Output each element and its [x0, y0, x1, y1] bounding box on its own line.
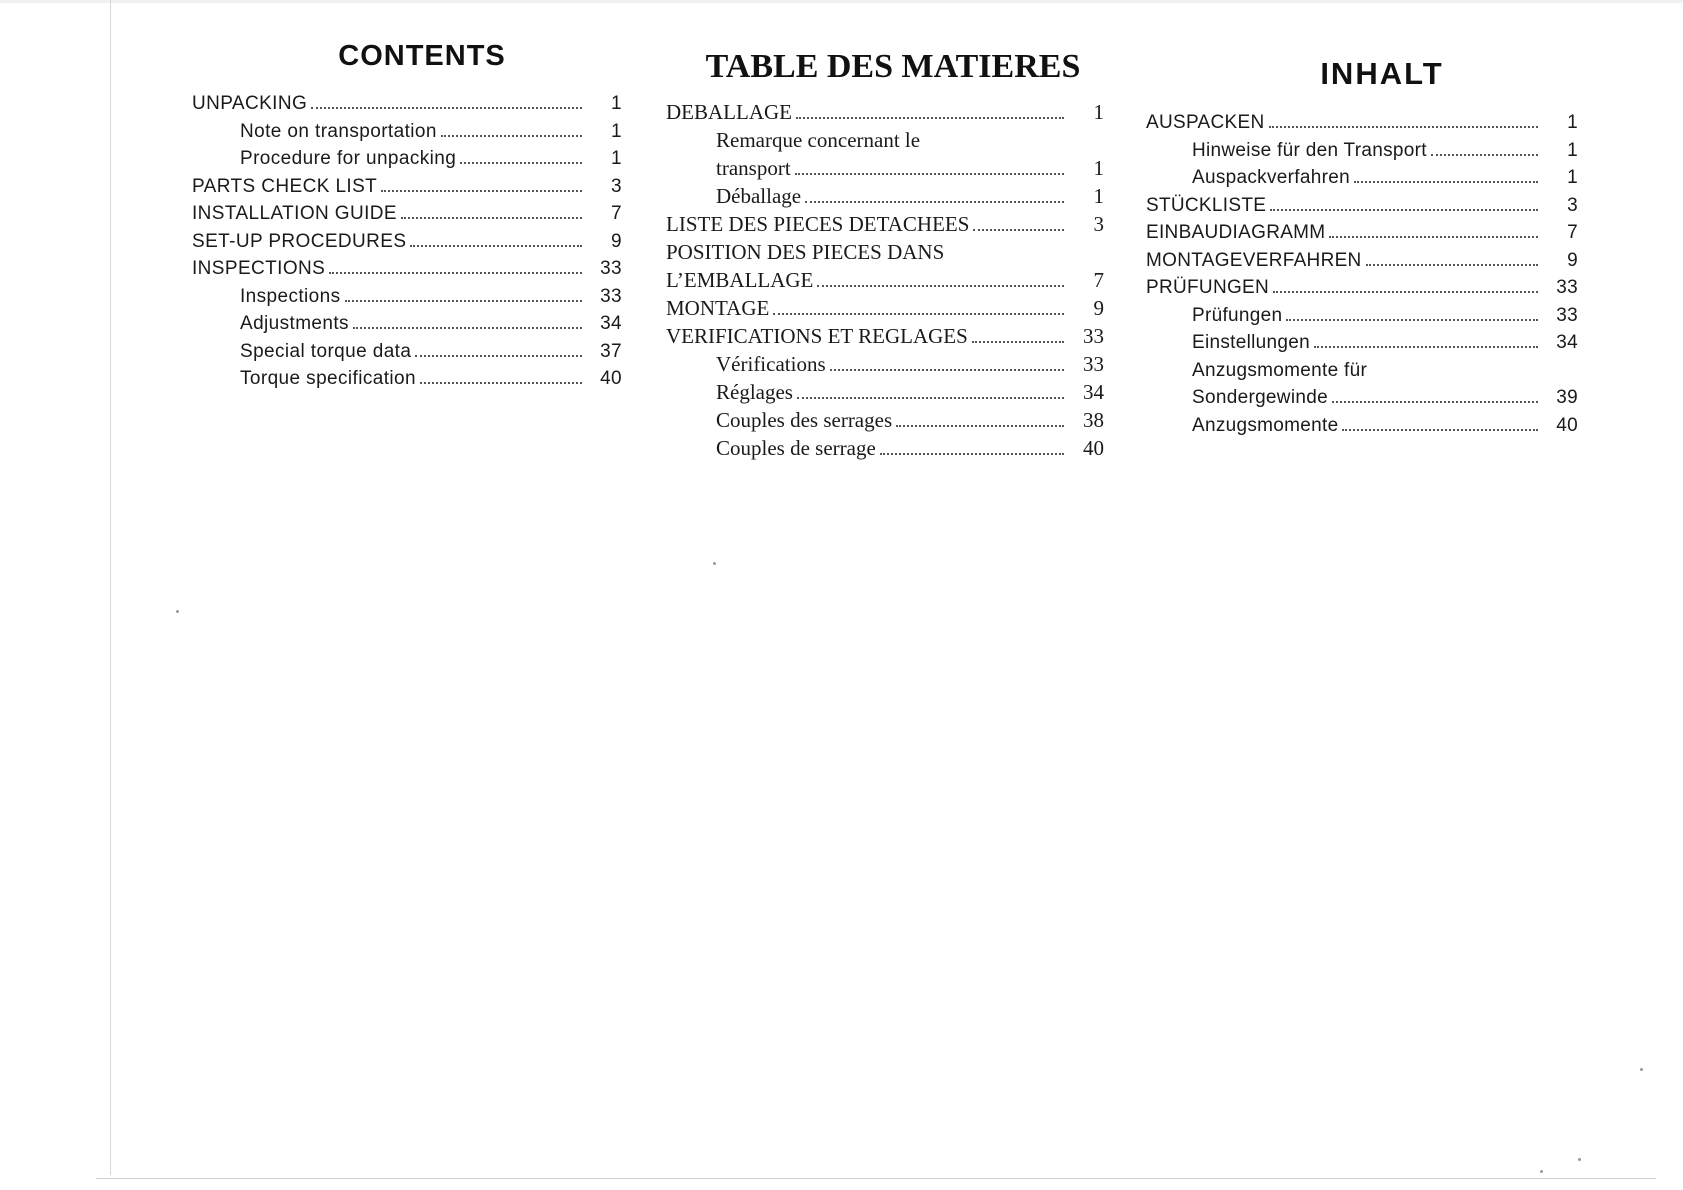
- dot-leader: [1354, 181, 1538, 183]
- toc-entry-label: Auspackverfahren: [1192, 167, 1350, 188]
- toc-entry: [1146, 250, 1578, 278]
- page-top-edge: [0, 0, 1683, 3]
- toc-entry: [192, 258, 622, 286]
- toc-page-number: 7: [611, 203, 622, 224]
- toc-page-number: 40: [1556, 414, 1578, 436]
- toc-entry: [192, 121, 622, 149]
- toc-page-number: 9: [611, 230, 622, 252]
- toc-page-number: 3: [611, 175, 622, 197]
- toc-entry: [192, 176, 622, 204]
- toc-entry-label: MONTAGE: [666, 296, 770, 320]
- toc-entry-label: Remarque concernant le: [716, 128, 921, 152]
- toc-page-number: 7: [1093, 268, 1104, 292]
- toc-entry-label: PARTS CHECK LIST: [192, 175, 378, 197]
- dot-leader: [410, 245, 582, 247]
- dot-leader: [1286, 319, 1538, 321]
- scan-speck: [176, 610, 179, 613]
- toc-entry-label: SET-UP PROCEDURES: [192, 230, 407, 252]
- toc-entry: [666, 240, 1104, 268]
- toc-entry: [666, 156, 1104, 184]
- toc-page-number: 1: [1567, 167, 1578, 188]
- toc-entry: [666, 352, 1104, 380]
- toc-page-number: 33: [600, 285, 622, 307]
- scan-speck: [1640, 1068, 1643, 1071]
- toc-page-number: 33: [1556, 277, 1578, 298]
- toc-entry-label: Réglages: [716, 380, 793, 404]
- toc-entry: [192, 341, 622, 369]
- toc-list-french: [666, 100, 1104, 464]
- toc-entry: [1146, 277, 1578, 305]
- dot-leader: [1270, 209, 1538, 211]
- toc-page-number: 33: [1083, 324, 1104, 348]
- toc-entry: [1146, 140, 1578, 168]
- toc-page-number: 1: [611, 148, 622, 169]
- toc-page-number: 1: [611, 93, 622, 114]
- toc-entry-label: EINBAUDIAGRAMM: [1146, 222, 1326, 243]
- dot-leader: [381, 190, 582, 192]
- toc-entry: [666, 268, 1104, 296]
- toc-entry-label: PRÜFUNGEN: [1146, 277, 1270, 298]
- toc-entry: [192, 286, 622, 314]
- toc-entry-label: Einstellungen: [1192, 332, 1310, 353]
- toc-entry: [1146, 305, 1578, 333]
- contents-heading: CONTENTS: [338, 40, 506, 72]
- toc-entry-label: AUSPACKEN: [1146, 112, 1265, 133]
- toc-entry-label: Couples de serrage: [716, 436, 876, 460]
- toc-entry-label: INSPECTIONS: [192, 258, 326, 279]
- toc-entry: [192, 93, 622, 121]
- toc-entry: [1146, 222, 1578, 250]
- page-bottom-edge: [96, 1178, 1656, 1179]
- toc-entry-label: Anzugsmomente: [1192, 414, 1339, 436]
- toc-page-number: 34: [1556, 332, 1578, 353]
- toc-page-number: 9: [1567, 249, 1578, 271]
- scan-speck: [1540, 1170, 1543, 1173]
- toc-entry-label: Special torque data: [240, 340, 412, 362]
- dot-leader: [973, 229, 1064, 231]
- toc-page-number: 33: [1083, 352, 1104, 376]
- toc-entry-label: Hinweise für den Transport: [1192, 139, 1427, 161]
- toc-page-number: 1: [1093, 184, 1104, 208]
- toc-entry-label: L’EMBALLAGE: [666, 268, 814, 292]
- toc-entry-label: Couples des serrages: [716, 408, 893, 432]
- dot-leader: [420, 382, 582, 384]
- toc-page-number: 34: [1083, 380, 1104, 404]
- dot-leader: [830, 369, 1064, 371]
- toc-page-number: 37: [600, 340, 622, 362]
- dot-leader: [1431, 154, 1538, 156]
- toc-entry-label: transport: [716, 156, 791, 180]
- toc-entry: [192, 148, 622, 176]
- dot-leader: [1342, 429, 1538, 431]
- toc-page-number: 38: [1083, 408, 1104, 432]
- dot-leader: [797, 397, 1064, 399]
- dot-leader: [817, 285, 1064, 287]
- dot-leader: [773, 313, 1064, 315]
- toc-entry: [666, 212, 1104, 240]
- dot-leader: [795, 173, 1064, 175]
- toc-page-number: 34: [600, 313, 622, 334]
- dot-leader: [1366, 264, 1538, 266]
- toc-page-number: 33: [600, 258, 622, 279]
- toc-entry: [1146, 415, 1578, 443]
- toc-entry-label: Procedure for unpacking: [240, 148, 457, 169]
- toc-entry-label: VERIFICATIONS ET REGLAGES: [666, 324, 968, 348]
- dot-leader: [896, 425, 1064, 427]
- toc-page-number: 1: [1567, 112, 1578, 133]
- toc-entry: [666, 408, 1104, 436]
- toc-entry-label: Adjustments: [240, 313, 349, 334]
- toc-entry: [1146, 195, 1578, 223]
- toc-entry: [1146, 332, 1578, 360]
- toc-entry: [666, 436, 1104, 464]
- toc-page-number: 39: [1556, 387, 1578, 408]
- toc-page-number: 1: [1093, 100, 1104, 124]
- toc-entry: [192, 368, 622, 396]
- inhalt-heading: INHALT: [1320, 56, 1444, 91]
- toc-entry-label: Inspections: [240, 285, 341, 307]
- toc-page-number: 40: [600, 368, 622, 389]
- contents-column-french: [666, 48, 1104, 464]
- toc-entry: [1146, 167, 1578, 195]
- dot-leader: [1273, 291, 1538, 293]
- dot-leader: [345, 300, 582, 302]
- toc-entry-label: Déballage: [716, 184, 802, 208]
- toc-entry: [1146, 112, 1578, 140]
- toc-entry: [666, 380, 1104, 408]
- toc-entry-label: UNPACKING: [192, 93, 308, 114]
- dot-leader: [805, 201, 1064, 203]
- toc-page-number: 7: [1567, 222, 1578, 243]
- page-left-edge: [110, 0, 111, 1175]
- toc-entry: [666, 296, 1104, 324]
- table-des-matieres-heading: TABLE DES MATIERES: [705, 48, 1081, 85]
- toc-entry-label: Prüfungen: [1192, 304, 1283, 326]
- contents-column-english: [192, 40, 622, 396]
- toc-entry-label: Sondergewinde: [1192, 387, 1328, 408]
- toc-entry-label: MONTAGEVERFAHREN: [1146, 249, 1362, 271]
- dot-leader: [880, 453, 1064, 455]
- toc-page-number: 1: [1567, 139, 1578, 161]
- toc-entry-label: Anzugsmomente für: [1192, 359, 1368, 381]
- toc-entry: [1146, 387, 1578, 415]
- toc-page-number: 3: [1093, 212, 1104, 236]
- dot-leader: [1269, 126, 1539, 128]
- dot-leader: [1314, 346, 1538, 348]
- dot-leader: [311, 107, 582, 109]
- dot-leader: [1332, 401, 1538, 403]
- toc-entry-label: LISTE DES PIECES DETACHEES: [666, 212, 970, 236]
- toc-page-number: 9: [1093, 296, 1104, 320]
- toc-entry-label: Torque specification: [240, 368, 416, 389]
- toc-entry: [666, 324, 1104, 352]
- toc-entry-label: DEBALLAGE: [666, 100, 792, 124]
- dot-leader: [460, 162, 582, 164]
- toc-entry-label: STÜCKLISTE: [1146, 194, 1267, 216]
- dot-leader: [329, 272, 582, 274]
- dot-leader: [1329, 236, 1538, 238]
- dot-leader: [401, 217, 582, 219]
- toc-entry-label: POSITION DES PIECES DANS: [666, 240, 945, 264]
- toc-entry: [192, 313, 622, 341]
- scan-speck: [713, 562, 716, 565]
- toc-page-number: 33: [1556, 304, 1578, 326]
- toc-entry: [666, 184, 1104, 212]
- toc-entry: [192, 231, 622, 259]
- toc-page-number: 40: [1083, 436, 1104, 460]
- scan-speck: [1578, 1158, 1581, 1161]
- contents-column-german: [1146, 56, 1578, 442]
- toc-entry: [666, 100, 1104, 128]
- dot-leader: [353, 327, 582, 329]
- dot-leader: [441, 135, 582, 137]
- toc-entry: [1146, 360, 1578, 388]
- dot-leader: [415, 355, 582, 357]
- toc-entry: [192, 203, 622, 231]
- dot-leader: [796, 117, 1064, 119]
- toc-page-number: 3: [1567, 194, 1578, 216]
- dot-leader: [972, 341, 1064, 343]
- toc-page-number: 1: [611, 120, 622, 142]
- toc-entry-label: Vérifications: [716, 352, 826, 376]
- toc-list-english: [192, 93, 622, 396]
- toc-list-german: [1146, 112, 1578, 442]
- toc-entry-label: Note on transportation: [240, 120, 437, 142]
- toc-entry: [666, 128, 1104, 156]
- toc-page-number: 1: [1093, 156, 1104, 180]
- toc-entry-label: INSTALLATION GUIDE: [192, 203, 397, 224]
